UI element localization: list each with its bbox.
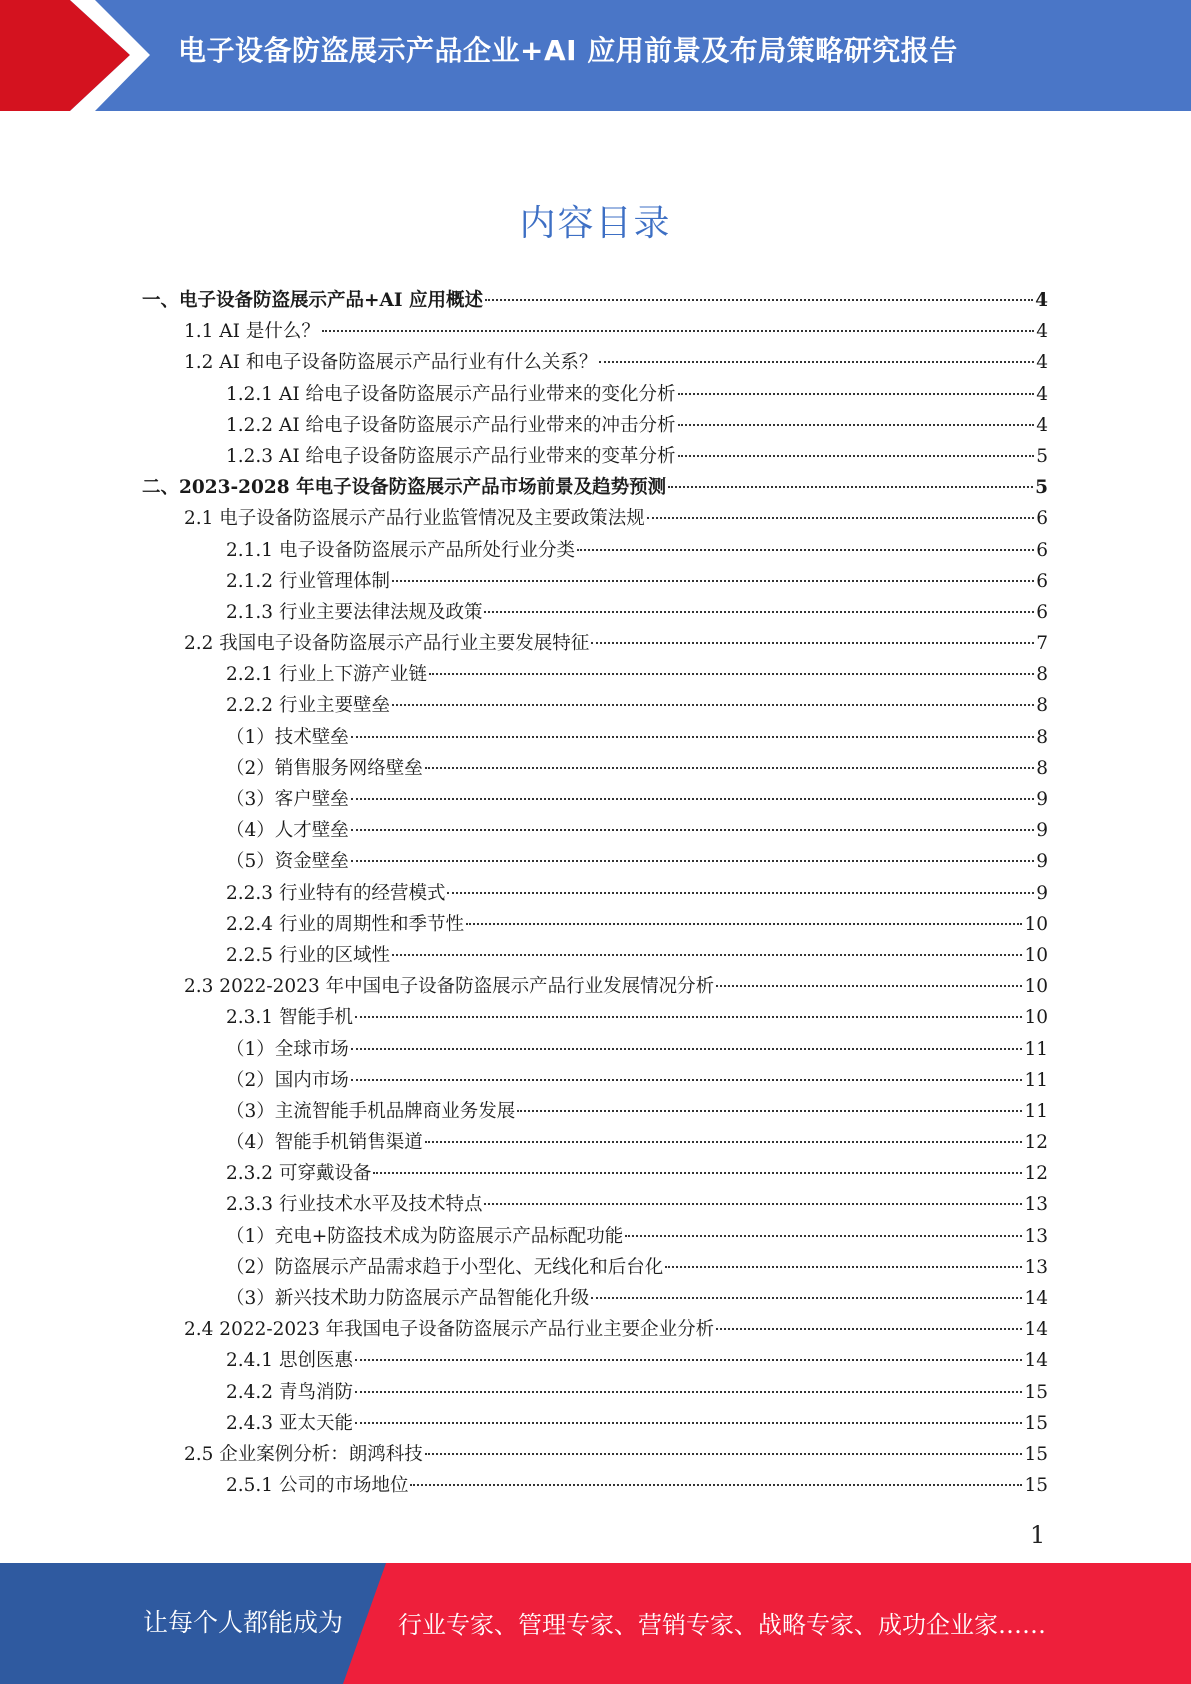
toc-entry[interactable]	[142, 1096, 1048, 1127]
toc-entry-title: 2.1 电子设备防盗展示产品行业监管情况及主要政策法规	[184, 508, 645, 530]
toc-entry-page: 5	[1035, 477, 1048, 499]
toc-entry-page: 8	[1036, 726, 1048, 748]
toc-entry-page: 15	[1024, 1381, 1048, 1403]
toc-entry-page: 9	[1036, 851, 1048, 873]
toc-dot-leader	[351, 798, 1034, 800]
toc-entry-page: 13	[1024, 1225, 1048, 1247]
toc-entry[interactable]	[142, 1470, 1048, 1501]
toc-entry-title: （4）智能手机销售渠道	[226, 1132, 423, 1154]
toc-entry-page: 11	[1024, 1038, 1048, 1060]
toc-dot-leader	[351, 829, 1034, 831]
toc-entry[interactable]	[142, 1002, 1048, 1033]
page-number: 1	[1030, 1521, 1046, 1549]
toc-dot-leader	[678, 424, 1035, 426]
toc-entry-page: 13	[1024, 1256, 1048, 1278]
toc-dot-leader	[716, 985, 1022, 987]
toc-entry-page: 6	[1036, 508, 1048, 530]
toc-dot-leader	[351, 860, 1034, 862]
toc-entry-page: 14	[1024, 1350, 1048, 1372]
toc-dot-leader	[591, 1297, 1022, 1299]
toc-entry[interactable]	[142, 815, 1048, 846]
toc-entry[interactable]	[142, 878, 1048, 909]
toc-entry[interactable]	[142, 316, 1048, 347]
toc-entry[interactable]	[142, 285, 1048, 316]
toc-dot-leader	[599, 361, 1034, 363]
toc-entry-title: （4）人才壁垒	[226, 820, 349, 842]
toc-entry-page: 10	[1024, 1007, 1048, 1029]
toc-entry-title: 2.1.2 行业管理体制	[226, 570, 390, 592]
toc-entry-title: 1.2.2 AI 给电子设备防盗展示产品行业带来的冲击分析	[226, 414, 676, 436]
toc-dot-leader	[373, 1172, 1022, 1174]
toc-entry[interactable]	[142, 1345, 1048, 1376]
toc-entry[interactable]	[142, 1314, 1048, 1345]
toc-dot-leader	[484, 1203, 1022, 1205]
report-title: 电子设备防盗展示产品企业+AI 应用前景及布局策略研究报告	[178, 34, 958, 67]
toc-dot-leader	[410, 1484, 1022, 1486]
toc-entry[interactable]	[142, 753, 1048, 784]
toc-entry-title: 2.3.1 智能手机	[226, 1007, 353, 1029]
toc-entry[interactable]	[142, 690, 1048, 721]
toc-dot-leader	[591, 642, 1034, 644]
toc-entry-title: 2.3.2 可穿戴设备	[226, 1163, 372, 1185]
toc-entry-page: 4	[1036, 383, 1048, 405]
toc-entry[interactable]	[142, 1283, 1048, 1314]
toc-entry[interactable]	[142, 441, 1048, 472]
toc-dot-leader	[678, 455, 1035, 457]
toc-entry-title: 2.5 企业案例分析：朗鸿科技	[184, 1443, 423, 1465]
toc-entry[interactable]	[142, 846, 1048, 877]
toc-dot-leader	[425, 1453, 1023, 1455]
toc-entry[interactable]	[142, 379, 1048, 410]
toc-entry-title: 二、2023-2028 年电子设备防盗展示产品市场前景及趋势预测	[142, 477, 667, 499]
toc-dot-leader	[466, 923, 1022, 925]
toc-entry[interactable]	[142, 1439, 1048, 1470]
toc-dot-leader	[517, 1110, 1022, 1112]
footer-slogan-right: 行业专家、管理专家、营销专家、战略专家、成功企业家……	[398, 1611, 1046, 1639]
toc-entry[interactable]	[142, 784, 1048, 815]
toc-entry[interactable]	[142, 472, 1048, 503]
toc-dot-leader	[577, 549, 1034, 551]
toc-dot-leader	[447, 892, 1034, 894]
toc-entry-page: 15	[1024, 1443, 1048, 1465]
toc-entry-page: 9	[1036, 820, 1048, 842]
toc-entry-title: 1.2.3 AI 给电子设备防盗展示产品行业带来的变革分析	[226, 445, 676, 467]
toc-entry[interactable]	[142, 597, 1048, 628]
toc-entry[interactable]	[142, 347, 1048, 378]
toc-entry-page: 12	[1024, 1163, 1048, 1185]
toc-entry[interactable]	[142, 1127, 1048, 1158]
toc-entry-title: 2.4 2022-2023 年我国电子设备防盗展示产品行业主要企业分析	[184, 1319, 715, 1341]
toc-entry-page: 6	[1036, 601, 1048, 623]
toc-entry-page: 10	[1024, 976, 1048, 998]
toc-entry[interactable]	[142, 566, 1048, 597]
toc-entry-title: （2）国内市场	[226, 1069, 349, 1091]
toc-entry-title: 2.3 2022-2023 年中国电子设备防盗展示产品行业发展情况分析	[184, 976, 715, 998]
toc-dot-leader	[392, 580, 1034, 582]
toc-entry-title: （1）技术壁垒	[226, 726, 349, 748]
toc-dot-leader	[392, 954, 1022, 956]
toc-dot-leader	[625, 1235, 1022, 1237]
toc-entry-title: （3）主流智能手机品牌商业务发展	[226, 1100, 516, 1122]
toc-entry-page: 8	[1036, 664, 1048, 686]
toc-entry-title: 2.2.4 行业的周期性和季节性	[226, 913, 464, 935]
toc-entry-title: 2.4.3 亚太天能	[226, 1412, 353, 1434]
toc-entry[interactable]	[142, 1034, 1048, 1065]
toc-entry-title: （2）销售服务网络壁垒	[226, 757, 423, 779]
toc-entry[interactable]	[142, 909, 1048, 940]
toc-entry-page: 4	[1036, 414, 1048, 436]
toc-entry[interactable]	[142, 971, 1048, 1002]
toc-entry[interactable]	[142, 628, 1048, 659]
toc-entry-page: 15	[1024, 1412, 1048, 1434]
toc-entry-title: 2.2.1 行业上下游产业链	[226, 664, 427, 686]
toc-entry-title: 2.3.3 行业技术水平及技术特点	[226, 1194, 483, 1216]
toc-entry-page: 15	[1024, 1475, 1048, 1497]
toc-entry-page: 13	[1024, 1194, 1048, 1216]
toc-dot-leader	[355, 1422, 1023, 1424]
toc-entry-page: 8	[1036, 757, 1048, 779]
toc-entry-title: （3）客户壁垒	[226, 789, 349, 810]
toc-entry[interactable]	[142, 1065, 1048, 1096]
toc-entry[interactable]	[142, 535, 1048, 566]
toc-entry-page: 14	[1024, 1288, 1048, 1309]
toc-entry-title: （2）防盗展示产品需求趋于小型化、无线化和后台化	[226, 1256, 664, 1278]
toc-dot-leader	[351, 736, 1034, 738]
toc-entry-title: 1.2 AI 和电子设备防盗展示产品行业有什么关系？	[184, 352, 598, 374]
toc-entry[interactable]	[142, 410, 1048, 441]
toc-dot-leader	[647, 517, 1034, 519]
toc-dot-leader	[392, 704, 1034, 706]
toc-entry[interactable]	[142, 1221, 1048, 1252]
toc-entry-title: （5）资金壁垒	[226, 851, 349, 873]
toc-entry-title: 2.1.3 行业主要法律法规及政策	[226, 601, 483, 623]
toc-dot-leader	[485, 299, 1033, 301]
toc-entry-title: 2.5.1 公司的市场地位	[226, 1475, 409, 1497]
table-of-contents	[142, 285, 1048, 1501]
toc-entry-page: 8	[1036, 695, 1048, 717]
toc-entry-title: 2.2.5 行业的区域性	[226, 944, 390, 966]
toc-entry-page: 10	[1024, 913, 1048, 935]
toc-entry-page: 5	[1036, 445, 1048, 467]
toc-entry-page: 9	[1036, 789, 1048, 810]
toc-dot-leader	[322, 330, 1034, 332]
toc-dot-leader	[355, 1016, 1023, 1018]
toc-dot-leader	[351, 1079, 1023, 1081]
toc-entry[interactable]	[142, 1158, 1048, 1189]
toc-entry-page: 7	[1036, 633, 1048, 655]
footer-slogan-left: 让每个人都能成为	[143, 1608, 344, 1637]
toc-entry-page: 6	[1036, 539, 1048, 561]
toc-entry-page: 11	[1024, 1100, 1048, 1122]
toc-entry[interactable]	[142, 722, 1048, 753]
toc-entry-page: 6	[1036, 570, 1048, 592]
footer-banner	[0, 1563, 1191, 1684]
header-banner	[0, 0, 1191, 111]
toc-entry[interactable]	[142, 1189, 1048, 1220]
toc-entry[interactable]	[142, 1408, 1048, 1439]
toc-entry-title: 1.2.1 AI 给电子设备防盗展示产品行业带来的变化分析	[226, 383, 676, 405]
toc-entry[interactable]	[142, 659, 1048, 690]
toc-dot-leader	[716, 1328, 1022, 1330]
toc-entry-title: 一、电子设备防盗展示产品+AI 应用概述	[142, 290, 483, 311]
toc-entry-title: 2.4.2 青鸟消防	[226, 1381, 353, 1403]
toc-dot-leader	[425, 1141, 1023, 1143]
toc-dot-leader	[678, 393, 1035, 395]
toc-entry-page: 9	[1036, 882, 1048, 904]
toc-entry-page: 4	[1036, 321, 1048, 343]
toc-entry-title: 2.1.1 电子设备防盗展示产品所处行业分类	[226, 539, 575, 561]
toc-heading: 内容目录	[519, 203, 672, 244]
toc-entry-title: （1）全球市场	[226, 1038, 349, 1060]
toc-dot-leader	[425, 767, 1034, 769]
toc-entry[interactable]	[142, 503, 1048, 534]
toc-dot-leader	[484, 611, 1034, 613]
toc-entry-title: 2.2 我国电子设备防盗展示产品行业主要发展特征	[184, 633, 590, 655]
toc-entry-title: 2.4.1 思创医惠	[226, 1350, 353, 1372]
toc-dot-leader	[355, 1359, 1023, 1361]
toc-dot-leader	[429, 673, 1034, 675]
toc-dot-leader	[665, 1266, 1022, 1268]
toc-entry-title: （3）新兴技术助力防盗展示产品智能化升级	[226, 1288, 590, 1309]
toc-entry-title: （1）充电+防盗技术成为防盗展示产品标配功能	[226, 1225, 624, 1247]
toc-dot-leader	[668, 486, 1033, 488]
toc-entry-page: 10	[1024, 944, 1048, 966]
toc-entry[interactable]	[142, 1377, 1048, 1408]
toc-entry-page: 11	[1024, 1069, 1048, 1091]
toc-entry-page: 4	[1035, 290, 1048, 311]
toc-dot-leader	[355, 1391, 1023, 1393]
toc-dot-leader	[351, 1048, 1023, 1050]
toc-entry-title: 2.2.3 行业特有的经营模式	[226, 882, 446, 904]
toc-entry-page: 12	[1024, 1132, 1048, 1154]
toc-entry-page: 14	[1024, 1319, 1048, 1341]
header-red-arrow	[0, 0, 150, 111]
toc-entry-title: 1.1 AI 是什么？	[184, 321, 320, 343]
toc-entry-page: 4	[1036, 352, 1048, 374]
toc-entry[interactable]	[142, 1252, 1048, 1283]
toc-entry[interactable]	[142, 940, 1048, 971]
toc-entry-title: 2.2.2 行业主要壁垒	[226, 695, 390, 717]
